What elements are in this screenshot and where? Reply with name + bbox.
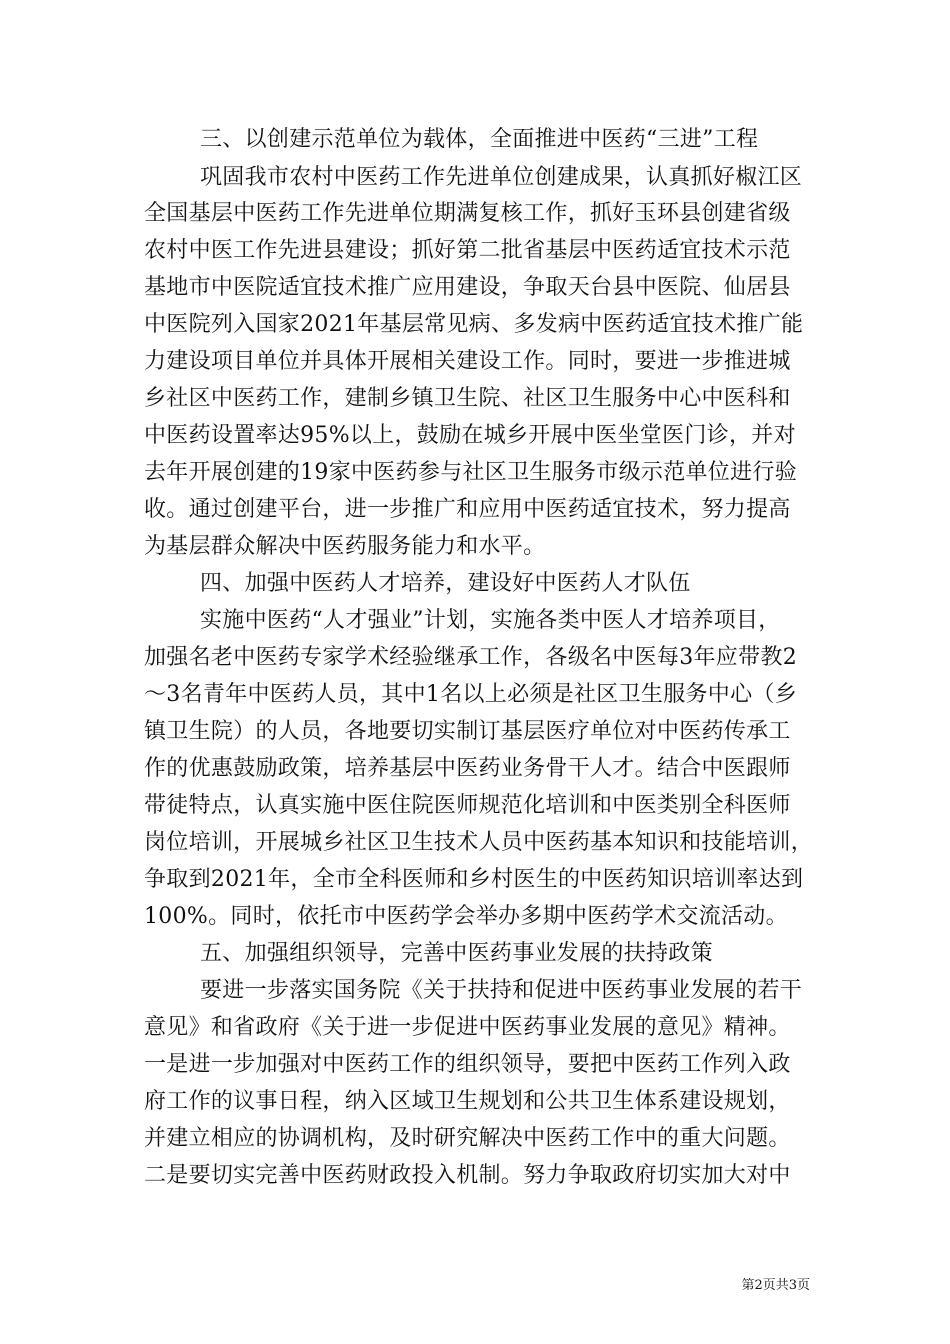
page-number: 第2页共3页 [741,1278,810,1293]
paragraph-line: 农村中医工作先进县建设；抓好第二批省基层中医药适宜技术示范 [144,238,791,263]
paragraph-line: 全国基层中医药工作先进单位期满复核工作，抓好玉环县创建省级 [144,201,791,226]
paragraph-line: 争取到2021年，全市全科医师和乡村医生的中医药知识培训率达到 [144,867,804,892]
paragraph-line: 二是要切实完善中医药财政投入机制。努力争取政府切实加大对中 [144,1163,791,1188]
section-heading-3: 三、以创建示范单位为载体，全面推进中医药“三进”工程 [200,127,759,152]
paragraph-line: 带徒特点，认真实施中医住院医师规范化培训和中医类别全科医师 [144,793,791,818]
paragraph-line: 力建设项目单位并具体开展相关建设工作。同时，要进一步推进城 [144,349,791,374]
paragraph-line: 并建立相应的协调机构，及时研究解决中医药工作中的重大问题。 [144,1126,791,1151]
paragraph-line: 府工作的议事日程，纳入区域卫生规划和公共卫生体系建设规划， [144,1089,791,1114]
section-heading-4: 四、加强中医药人才培养，建设好中医药人才队伍 [200,571,691,596]
paragraph-line: ～3名青年中医药人员，其中1名以上必须是社区卫生服务中心（乡 [144,682,797,707]
paragraph-line: 一是进一步加强对中医药工作的组织领导，要把中医药工作列入政 [144,1052,791,1077]
paragraph-line: 去年开展创建的19家中医药参与社区卫生服务市级示范单位进行验 [144,460,797,485]
paragraph-line: 基地市中医院适宜技术推广应用建设，争取天台县中医院、仙居县 [144,275,791,300]
paragraph-line: 为基层群众解决中医药服务能力和水平。 [144,534,546,559]
paragraph-line: 加强名老中医药专家学术经验继承工作，各级名中医每3年应带教2 [144,645,797,670]
paragraph-line: 意见》和省政府《关于进一步促进中医药事业发展的意见》精神。 [144,1015,791,1040]
paragraph-line: 实施中医药“人才强业”计划，实施各类中医人才培养项目， [200,608,781,633]
paragraph-line: 岗位培训，开展城乡社区卫生技术人员中医药基本知识和技能培训， [144,830,814,855]
paragraph-line: 作的优惠鼓励政策，培养基层中医药业务骨干人才。结合中医跟师 [144,756,791,781]
paragraph-line: 中医院列入国家2021年基层常见病、多发病中医药适宜技术推广能 [144,312,804,337]
paragraph-line: 100%。同时，依托市中医药学会举办多期中医药学术交流活动。 [144,904,788,929]
paragraph-line: 要进一步落实国务院《关于扶持和促进中医药事业发展的若干 [200,978,803,1003]
paragraph-line: 镇卫生院）的人员，各地要切实制订基层医疗单位对中医药传承工 [144,719,791,744]
paragraph-line: 收。通过创建平台，进一步推广和应用中医药适宜技术，努力提高 [144,497,791,522]
paragraph-line: 巩固我市农村中医药工作先进单位创建成果，认真抓好椒江区 [200,165,803,190]
paragraph-line: 乡社区中医药工作，建制乡镇卫生院、社区卫生服务中心中医科和 [144,386,791,411]
section-heading-5: 五、加强组织领导，完善中医药事业发展的扶持政策 [200,941,713,966]
paragraph-line: 中医药设置率达95%以上，鼓励在城乡开展中医坐堂医门诊，并对 [144,423,796,448]
